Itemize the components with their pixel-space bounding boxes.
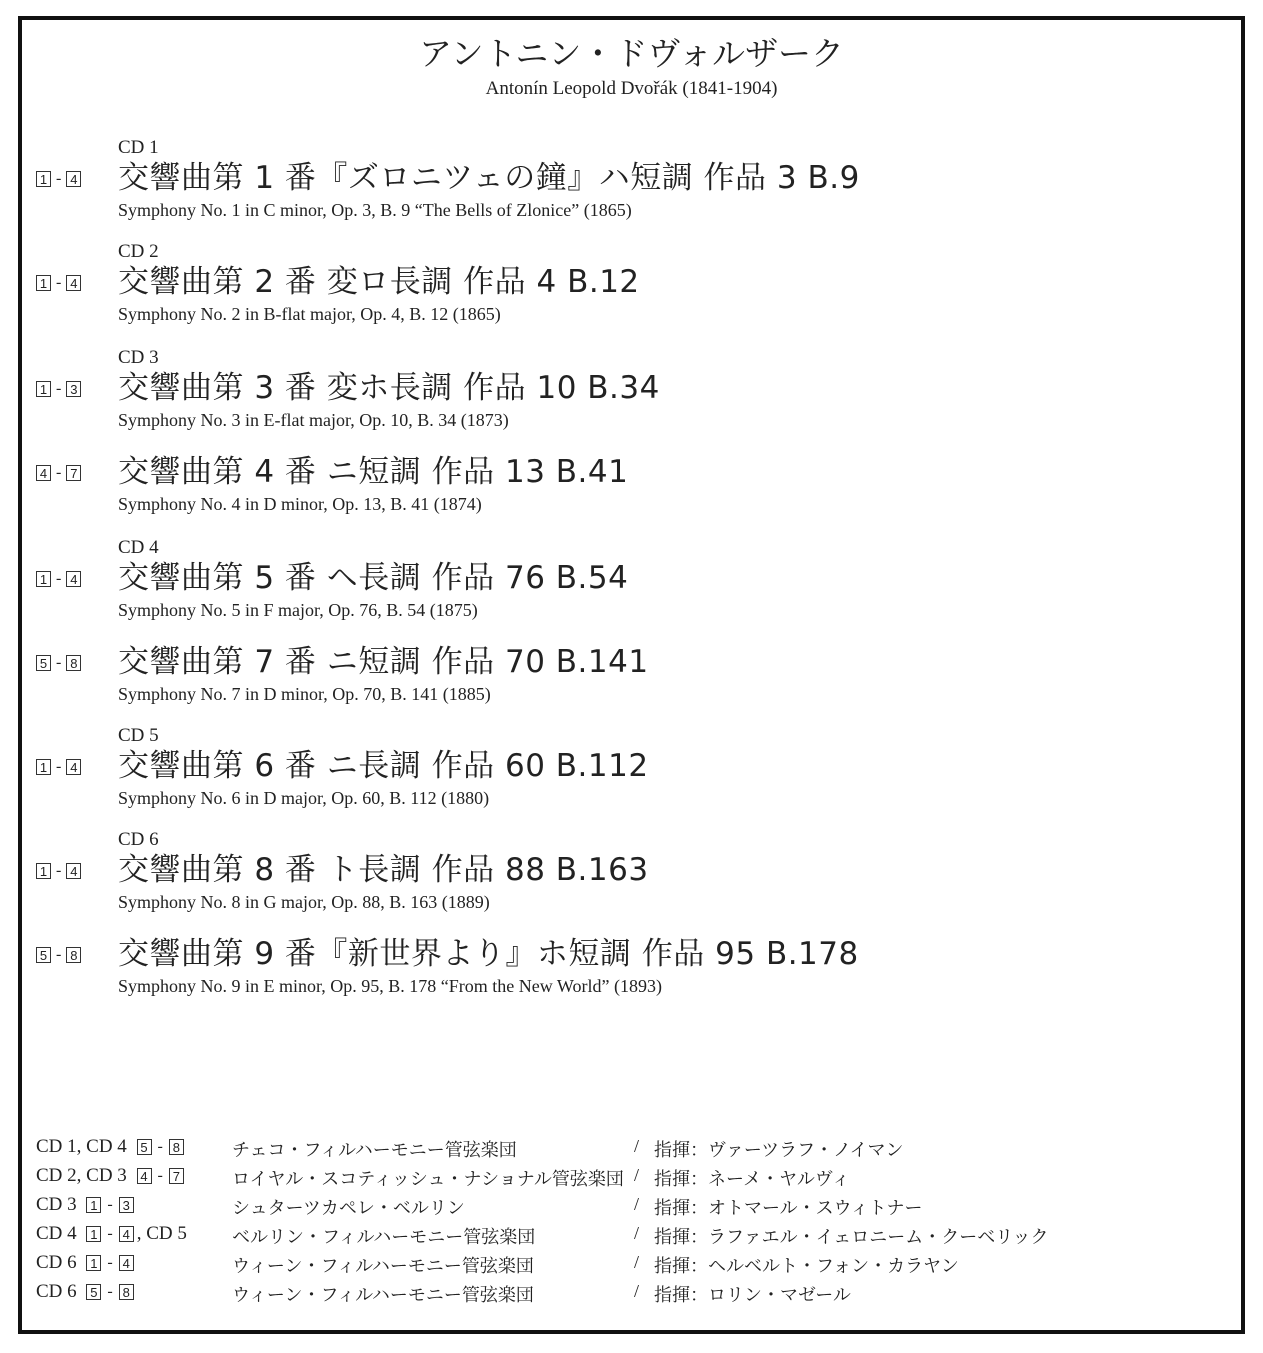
track-number-box: 5 bbox=[86, 1284, 101, 1300]
track-number-box: 1 bbox=[36, 863, 51, 879]
work-title-ja: 交響曲第 8 番 ト長調 作品 88 B.163 bbox=[118, 852, 649, 888]
track-number-box: 8 bbox=[169, 1139, 184, 1155]
performer-cd-tracks bbox=[36, 1223, 187, 1245]
track-range-dash: - bbox=[107, 1196, 113, 1213]
track-number-box: 8 bbox=[66, 655, 81, 671]
track-number-box: 3 bbox=[66, 381, 81, 397]
track-number-box: 4 bbox=[119, 1255, 134, 1271]
work-title-ja: 交響曲第 5 番 ヘ長調 作品 76 B.54 bbox=[118, 560, 629, 596]
works-list bbox=[22, 138, 1241, 998]
performer-row bbox=[36, 1279, 1241, 1308]
track-range bbox=[36, 758, 81, 776]
track-range bbox=[36, 464, 81, 482]
track-number-box: 1 bbox=[86, 1226, 101, 1242]
performer-cd-label: CD 3 bbox=[36, 1194, 77, 1215]
conductor-name: 指揮：ヴァーツラフ・ノイマン bbox=[654, 1140, 904, 1161]
track-number-box: 1 bbox=[36, 571, 51, 587]
composer-name-ja: アントニン・ドヴォルザーク bbox=[418, 34, 845, 73]
track-range-dash: - bbox=[56, 862, 62, 879]
conductor-name: 指揮：オトマール・スウィトナー bbox=[654, 1198, 923, 1219]
track-range-dash: - bbox=[157, 1167, 163, 1184]
track-number-box: 3 bbox=[119, 1197, 134, 1213]
work-title-en: Symphony No. 8 in G major, Op. 88, B. 163 (1889) bbox=[118, 892, 490, 912]
track-number-box: 4 bbox=[66, 759, 81, 775]
work-title-en: Symphony No. 4 in D minor, Op. 13, B. 41 (1874) bbox=[118, 494, 482, 514]
separator-slash: / bbox=[634, 1194, 640, 1214]
document-frame bbox=[18, 16, 1245, 1334]
composer-name-en: Antonín Leopold Dvořák (1841-1904) bbox=[485, 78, 778, 99]
track-number-box: 4 bbox=[36, 465, 51, 481]
track-number-box: 4 bbox=[66, 863, 81, 879]
performer-cd-label: CD 4 bbox=[36, 1223, 77, 1244]
performer-cd-label: CD 6 bbox=[36, 1252, 77, 1273]
track-range bbox=[36, 946, 81, 964]
work-title-ja: 交響曲第 6 番 ニ長調 作品 60 B.112 bbox=[118, 748, 649, 784]
header bbox=[22, 34, 1241, 102]
work-entry bbox=[39, 934, 1241, 998]
track-range bbox=[36, 654, 81, 672]
work-title-en: Symphony No. 3 in E-flat major, Op. 10, B. 34 (1873) bbox=[118, 410, 509, 430]
work-title-en: Symphony No. 5 in F major, Op. 76, B. 54 (1875) bbox=[118, 600, 478, 620]
spacer bbox=[129, 1165, 134, 1187]
track-number-box: 1 bbox=[36, 381, 51, 397]
orchestra-name: チェコ・フィルハーモニー管弦楽団 bbox=[232, 1140, 517, 1161]
track-number-box: 5 bbox=[36, 655, 51, 671]
track-range-dash: - bbox=[56, 380, 62, 397]
track-number-box: 1 bbox=[36, 171, 51, 187]
work-entry bbox=[39, 725, 1241, 810]
performer-row bbox=[36, 1163, 1241, 1192]
performer-row bbox=[36, 1134, 1241, 1163]
performer-row bbox=[36, 1192, 1241, 1221]
orchestra-name: ベルリン・フィルハーモニー管弦楽団 bbox=[232, 1227, 536, 1248]
work-entry bbox=[39, 642, 1241, 706]
work-title-ja: 交響曲第 4 番 ニ短調 作品 13 B.41 bbox=[118, 454, 629, 490]
spacer bbox=[79, 1252, 84, 1274]
spacer bbox=[79, 1223, 84, 1245]
track-range-dash: - bbox=[56, 274, 62, 291]
track-number-box: 5 bbox=[137, 1139, 152, 1155]
work-title-en: Symphony No. 7 in D minor, Op. 70, B. 141 (1885) bbox=[118, 684, 491, 704]
spacer bbox=[129, 1136, 134, 1158]
track-number-box: 7 bbox=[66, 465, 81, 481]
track-range-dash: - bbox=[157, 1138, 163, 1155]
separator-slash: / bbox=[634, 1281, 640, 1301]
track-number-box: 4 bbox=[66, 571, 81, 587]
cd-label: CD 3 bbox=[118, 347, 159, 368]
work-entry bbox=[39, 137, 1241, 222]
performer-cd-tracks bbox=[36, 1252, 135, 1274]
track-range bbox=[36, 570, 81, 588]
track-number-box: 5 bbox=[36, 947, 51, 963]
work-title-ja: 交響曲第 1 番『ズロニツェの鐘』ハ短調 作品 3 B.9 bbox=[118, 160, 860, 196]
performer-cd-tracks bbox=[36, 1136, 185, 1158]
cd-label: CD 2 bbox=[118, 241, 159, 262]
conductor-name: 指揮：ネーメ・ヤルヴィ bbox=[654, 1169, 850, 1190]
track-range-dash: - bbox=[56, 946, 62, 963]
track-range-dash: - bbox=[56, 464, 62, 481]
work-title-ja: 交響曲第 9 番『新世界より』ホ短調 作品 95 B.178 bbox=[118, 936, 859, 972]
performer-row bbox=[36, 1250, 1241, 1279]
work-title-en: Symphony No. 1 in C minor, Op. 3, B. 9 “The Bells of Zlonice” (1865) bbox=[118, 200, 632, 220]
work-entry bbox=[39, 241, 1241, 326]
work-title-en: Symphony No. 9 in E minor, Op. 95, B. 178 “From the New World” (1893) bbox=[118, 976, 662, 996]
conductor-name: 指揮：ロリン・マゼール bbox=[654, 1285, 851, 1306]
cd-label: CD 5 bbox=[118, 725, 159, 746]
work-title-ja: 交響曲第 2 番 変ロ長調 作品 4 B.12 bbox=[118, 264, 640, 300]
track-range bbox=[36, 862, 81, 880]
work-entry bbox=[39, 452, 1241, 516]
work-title-en: Symphony No. 2 in B-flat major, Op. 4, B. 12 (1865) bbox=[118, 304, 501, 324]
track-range bbox=[36, 274, 81, 292]
performer-cd-label: CD 1, CD 4 bbox=[36, 1136, 127, 1157]
work-entry bbox=[39, 347, 1241, 432]
conductor-name: 指揮：ヘルベルト・フォン・カラヤン bbox=[654, 1256, 959, 1277]
track-number-box: 4 bbox=[119, 1226, 134, 1242]
track-number-box: 1 bbox=[86, 1197, 101, 1213]
performer-cd-tracks bbox=[36, 1281, 135, 1303]
work-entry bbox=[39, 537, 1241, 622]
work-entry bbox=[39, 829, 1241, 914]
spacer bbox=[79, 1194, 84, 1216]
track-range bbox=[36, 380, 81, 398]
separator-slash: / bbox=[634, 1165, 640, 1185]
performer-cd-tracks bbox=[36, 1194, 135, 1216]
track-range-dash: - bbox=[107, 1225, 113, 1242]
conductor-name: 指揮：ラファエル・イェロニーム・クーベリック bbox=[654, 1227, 1049, 1248]
spacer bbox=[79, 1281, 84, 1303]
track-number-box: 1 bbox=[36, 275, 51, 291]
cd-label: CD 6 bbox=[118, 829, 159, 850]
performer-cd-tracks bbox=[36, 1165, 185, 1187]
separator-slash: / bbox=[634, 1252, 640, 1272]
work-title-en: Symphony No. 6 in D major, Op. 60, B. 112 (1880) bbox=[118, 788, 490, 808]
track-number-box: 8 bbox=[66, 947, 81, 963]
orchestra-name: ロイヤル・スコティッシュ・ナショナル管弦楽団 bbox=[232, 1169, 624, 1190]
performers-list bbox=[36, 1134, 1241, 1308]
performer-row bbox=[36, 1221, 1241, 1250]
cd-label: CD 4 bbox=[118, 537, 159, 558]
track-number-box: 1 bbox=[36, 759, 51, 775]
track-number-box: 4 bbox=[137, 1168, 152, 1184]
track-range-dash: - bbox=[107, 1254, 113, 1271]
track-range-dash: - bbox=[107, 1283, 113, 1300]
separator-slash: / bbox=[634, 1136, 640, 1156]
orchestra-name: ウィーン・フィルハーモニー管弦楽団 bbox=[232, 1256, 534, 1277]
track-range bbox=[36, 170, 81, 188]
track-number-box: 7 bbox=[169, 1168, 184, 1184]
performer-cd-label: CD 6 bbox=[36, 1281, 77, 1302]
track-range-dash: - bbox=[56, 758, 62, 775]
track-number-box: 4 bbox=[66, 275, 81, 291]
track-range-dash: - bbox=[56, 570, 62, 587]
orchestra-name: シュターツカペレ・ベルリン bbox=[232, 1198, 465, 1219]
track-number-box: 4 bbox=[66, 171, 81, 187]
work-title-ja: 交響曲第 3 番 変ホ長調 作品 10 B.34 bbox=[118, 370, 660, 406]
separator-slash: / bbox=[634, 1223, 640, 1243]
track-number-box: 8 bbox=[119, 1284, 134, 1300]
track-range-dash: - bbox=[56, 170, 62, 187]
track-range-dash: - bbox=[56, 654, 62, 671]
track-number-box: 1 bbox=[86, 1255, 101, 1271]
work-title-ja: 交響曲第 7 番 ニ短調 作品 70 B.141 bbox=[118, 644, 649, 680]
cd-label: CD 1 bbox=[118, 137, 159, 158]
performer-cd-label: CD 2, CD 3 bbox=[36, 1165, 127, 1186]
performer-cd-suffix: , CD 5 bbox=[136, 1223, 187, 1244]
orchestra-name: ウィーン・フィルハーモニー管弦楽団 bbox=[232, 1285, 534, 1306]
